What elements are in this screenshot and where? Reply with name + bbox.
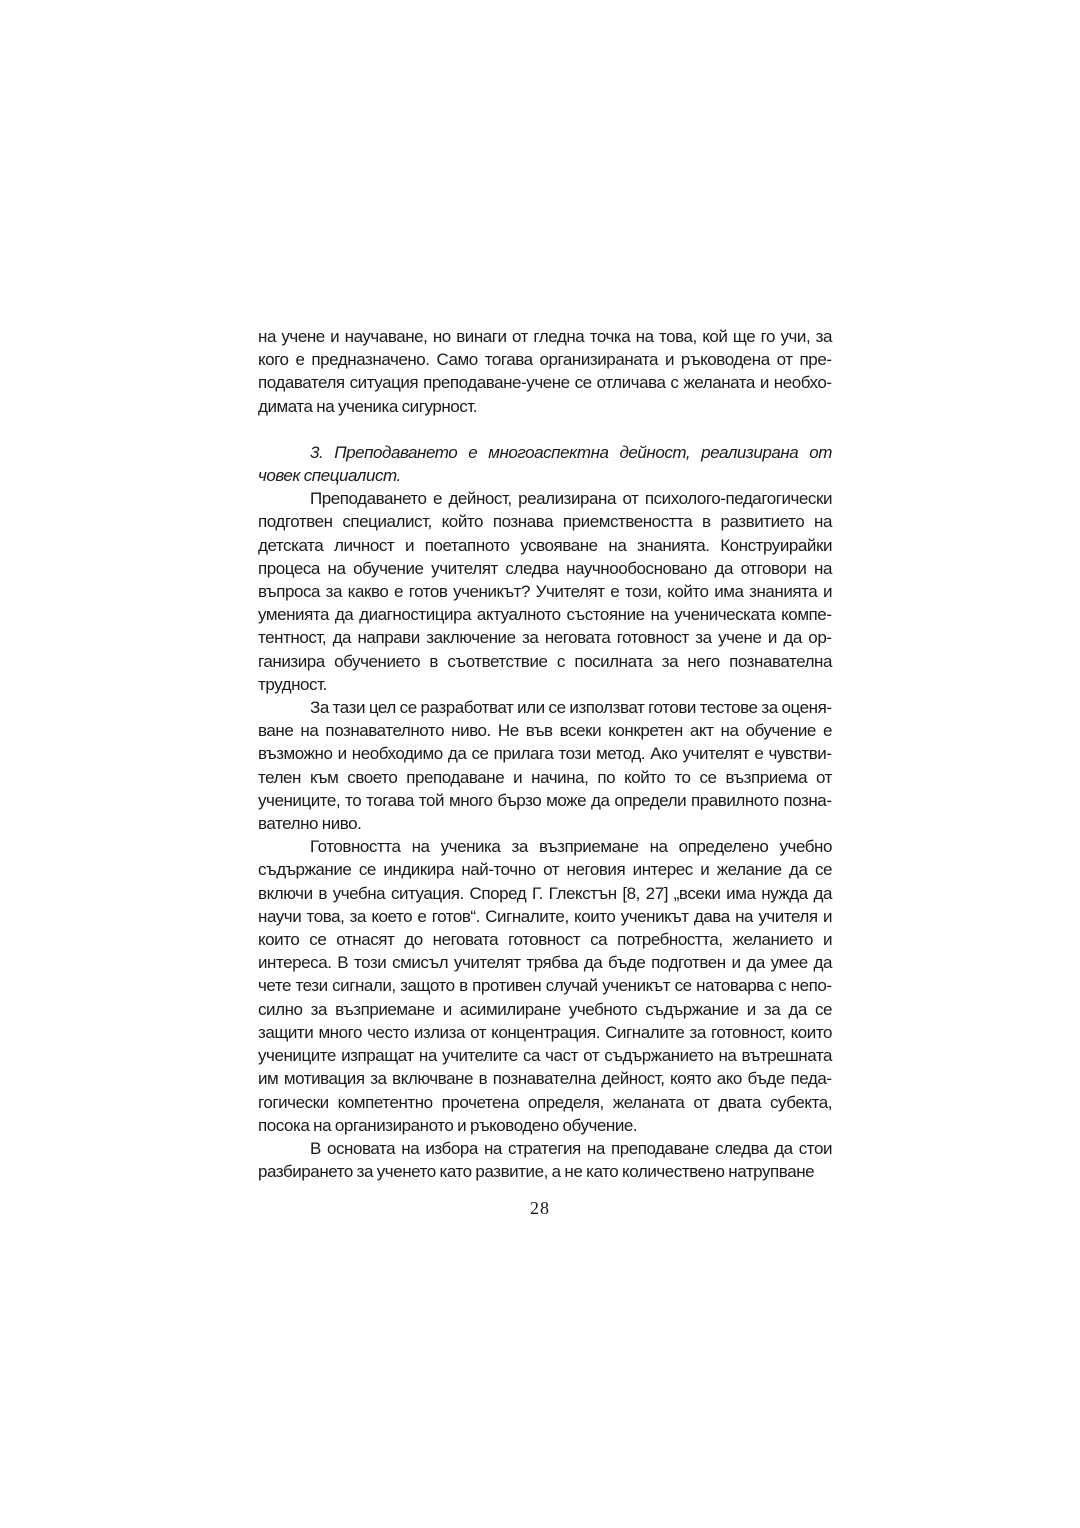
paragraph-continuation: на учене и научаване, но винаги от гледна точка на това, кой ще го учи, за кого е предназначено. Само тогава организираната и ръководена от преподавателя ситуация преподаване-учене се отличава с желаната и необходимата на ученика сигурност. xyxy=(258,327,832,416)
page-body xyxy=(258,325,832,1183)
paragraph: В основата на избора на стратегия на преподаване следва да стои разбирането за ученето като развитие, а не като количествено натрупване xyxy=(258,1138,832,1182)
paragraph: За тази цел се разработват или се използват готови тестове за оценяване на познавателното ниво. Не във всеки конкретен акт на обучение е възможно и необходимо да се прилага този метод. Ако учителят е чувствителен към своето преподаване и начина, по който то се възприема от учениците, то тогава той много бързо може да определи правилното познавателно ниво. xyxy=(258,698,832,834)
paragraph: Готовността на ученика за възприемане на определено учебно съдържание се индикира най-точно от неговия интерес и желание да се включи в учебна ситуация. Според Г. Глекстън [8, 27] „всеки има нужда да научи това, за което е готов“. Сигналите, които ученикът дава на учителя и които се отнасят до неговата готовност са потребността, желанието и интереса. В този смисъл учителят трябва да бъде подготвен и да умее да чете тези сигнали, защото в противен случай ученикът се натоварва с непосилно за възприемане и асимилиране учебното съдържание и за да се защити много често излиза от концентрация. Сигналите за готовност, които учениците изпращат на учителите са част от съдържанието на вътрешната им мотивация за включване в познавателна дейност, която ако бъде педагогически компетентно прочетена определя, желаната от двата субекта, посока на организираното и ръководено обучение. xyxy=(258,837,832,1135)
paragraph: Преподаването е дейност, реализирана от психолого-педагогически подготвен специалист, който познава приемствеността в развитието на детската личност и поетапното усвояване на знанията. Конструирайки процеса на обучение учителят следва научнообосновано да отговори на въпроса за какво е готов ученикът? Учителят е този, който има знанията и уменията да диагностицира актуалното състояние на ученическата компетентност, да направи заключение за неговата готовност за учене и да организира обучението в съответствие с посилната за него познавателна трудност. xyxy=(258,489,832,694)
section-heading: 3. Преподаването е многоаспектна дейност, реализирана от човек специалист. xyxy=(258,442,832,486)
page-number: 28 xyxy=(530,1198,550,1218)
